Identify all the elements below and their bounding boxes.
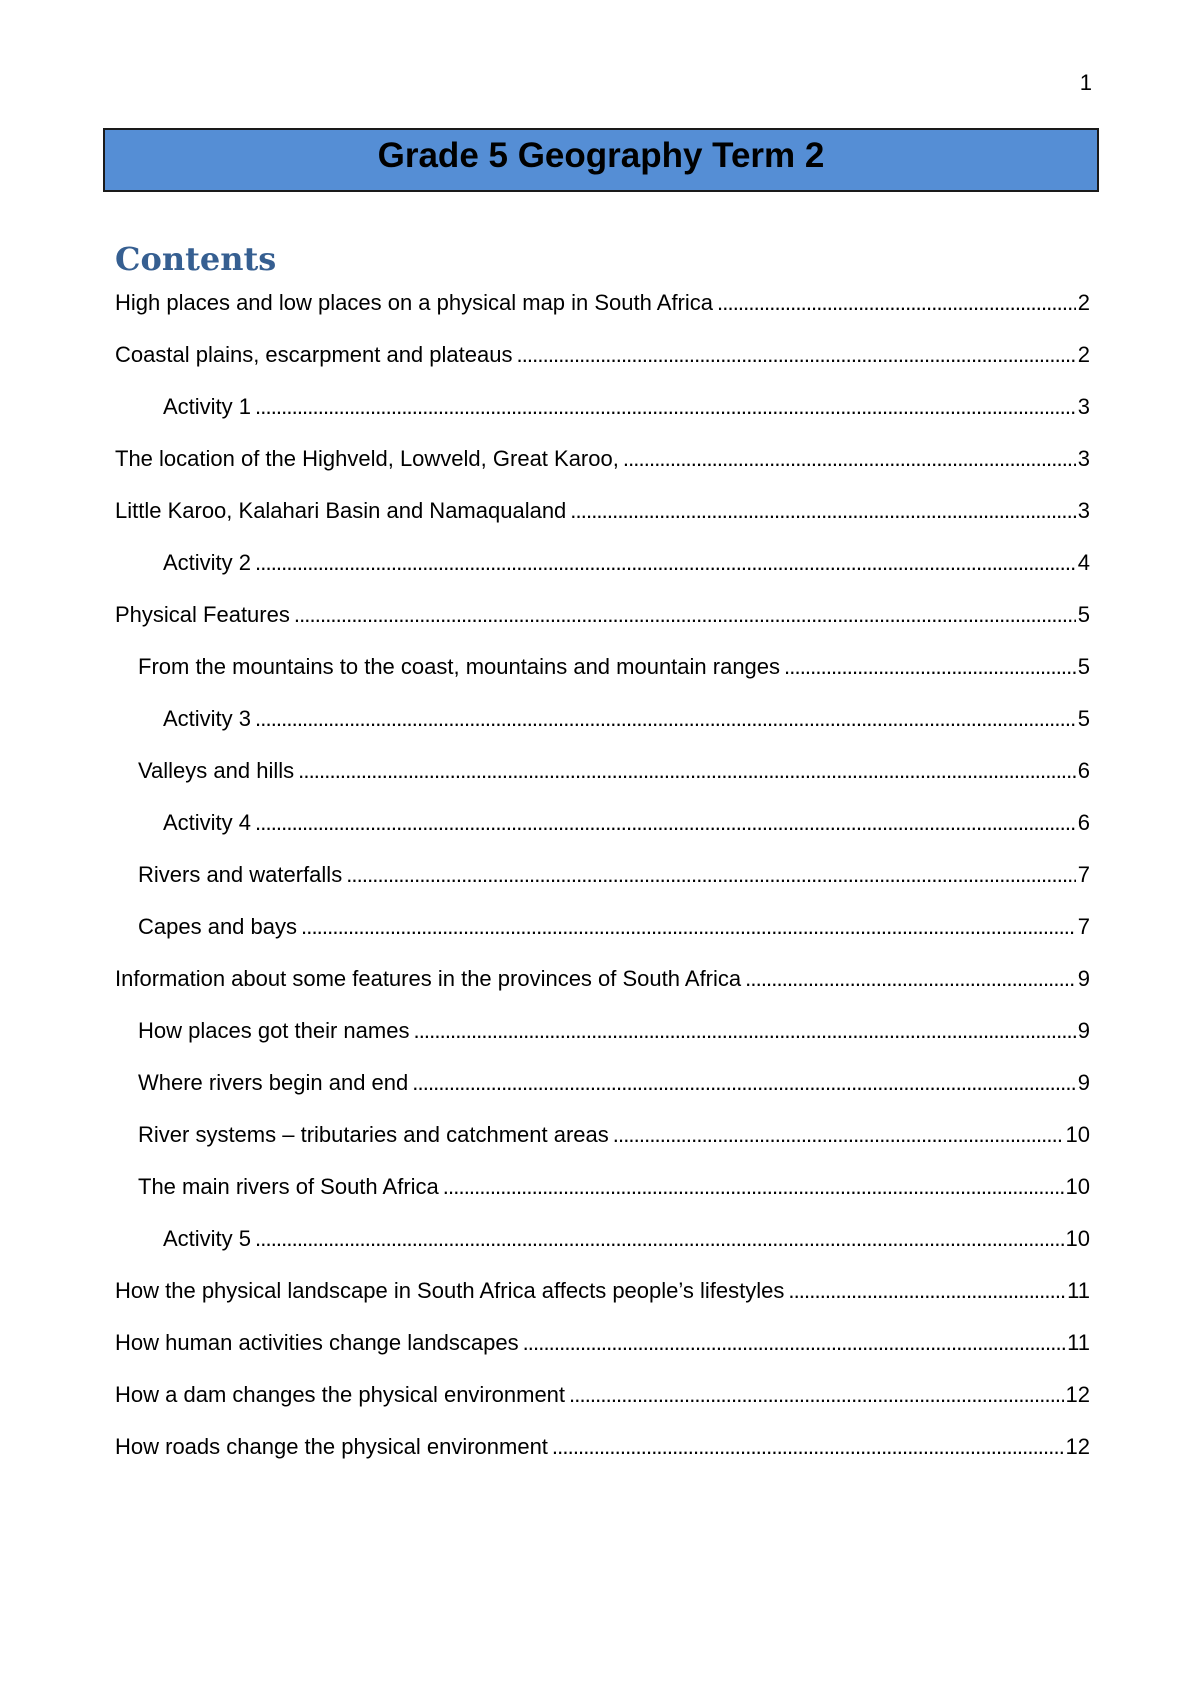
toc-entry-label: Activity 1 [163, 394, 252, 419]
toc-entry-page: 2 [1077, 342, 1090, 367]
toc-entry[interactable] [115, 1323, 1090, 1375]
toc-dot-leader [745, 959, 1076, 999]
toc-entry-page: 3 [1077, 394, 1090, 419]
toc-entry-label: How roads change the physical environment [115, 1434, 548, 1459]
toc-entry-label: How the physical landscape in South Africa affects people’s lifestyles [115, 1278, 785, 1303]
toc-entry-page: 10 [1065, 1226, 1090, 1251]
toc-entry-label: How a dam changes the physical environment [115, 1382, 566, 1407]
document-title: Grade 5 Geography Term 2 [377, 136, 825, 175]
toc-dot-leader [613, 1115, 1064, 1155]
toc-entry-label: How places got their names [138, 1018, 410, 1043]
toc-entry[interactable] [115, 1063, 1090, 1115]
toc-entry-page: 5 [1077, 706, 1090, 731]
toc-entry-page: 12 [1065, 1382, 1090, 1407]
toc-entry[interactable] [115, 855, 1090, 907]
toc-dot-leader [255, 803, 1076, 843]
toc-entry-page: 6 [1077, 810, 1090, 835]
toc-entry-label: Activity 3 [163, 706, 252, 731]
toc-entry-page: 10 [1065, 1122, 1090, 1147]
toc-dot-leader [717, 283, 1076, 323]
toc-entry-page: 11 [1067, 1278, 1090, 1303]
toc-entry[interactable] [115, 491, 1090, 543]
toc-entry[interactable] [115, 647, 1090, 699]
toc-dot-leader [516, 335, 1075, 375]
toc-entry[interactable] [115, 803, 1090, 855]
toc-entry-label: Valleys and hills [138, 758, 295, 783]
toc-entry-label: Little Karoo, Kalahari Basin and Namaqualand [115, 498, 567, 523]
toc-entry-label: River systems – tributaries and catchment areas [138, 1122, 609, 1147]
title-banner [103, 128, 1099, 192]
contents-heading: Contents [115, 240, 277, 278]
toc-entry[interactable] [115, 1115, 1090, 1167]
toc-entry-label: Physical Features [115, 602, 290, 627]
toc-entry[interactable] [115, 1271, 1090, 1323]
toc-entry[interactable] [115, 595, 1090, 647]
toc-dot-leader [443, 1167, 1064, 1207]
page-number: 1 [1079, 70, 1092, 95]
toc-entry[interactable] [115, 699, 1090, 751]
toc-dot-leader [570, 491, 1075, 531]
toc-entry-label: Information about some features in the provinces of South Africa [115, 966, 742, 991]
toc-dot-leader [413, 1011, 1075, 1051]
table-of-contents [115, 283, 1090, 1479]
toc-entry-label: Capes and bays [138, 914, 297, 939]
toc-entry-label: Activity 2 [163, 550, 252, 575]
toc-dot-leader [569, 1375, 1063, 1415]
toc-entry[interactable] [115, 1375, 1090, 1427]
toc-dot-leader [255, 387, 1076, 427]
toc-entry[interactable] [115, 1011, 1090, 1063]
toc-entry-label: Activity 5 [163, 1226, 252, 1251]
toc-entry[interactable] [115, 1167, 1090, 1219]
toc-entry-page: 7 [1077, 862, 1090, 887]
toc-dot-leader [523, 1323, 1066, 1363]
toc-entry[interactable] [115, 283, 1090, 335]
toc-entry-label: The location of the Highveld, Lowveld, Great Karoo, [115, 446, 619, 471]
toc-entry[interactable] [115, 439, 1090, 491]
toc-entry-page: 4 [1077, 550, 1090, 575]
toc-entry-page: 3 [1077, 498, 1090, 523]
toc-entry[interactable] [115, 1219, 1090, 1271]
toc-entry-page: 5 [1077, 602, 1090, 627]
toc-entry[interactable] [115, 335, 1090, 387]
toc-entry-label: How human activities change landscapes [115, 1330, 519, 1355]
toc-entry-page: 12 [1065, 1434, 1090, 1459]
toc-entry-label: From the mountains to the coast, mountains and mountain ranges [138, 654, 781, 679]
toc-entry-page: 9 [1077, 1070, 1090, 1095]
toc-entry-page: 9 [1077, 1018, 1090, 1043]
toc-entry-page: 3 [1077, 446, 1090, 471]
toc-dot-leader [301, 907, 1076, 947]
toc-dot-leader [298, 751, 1076, 791]
toc-entry-label: Coastal plains, escarpment and plateaus [115, 342, 513, 367]
toc-dot-leader [412, 1063, 1075, 1103]
toc-entry-label: High places and low places on a physical map in South Africa [115, 290, 714, 315]
toc-entry[interactable] [115, 959, 1090, 1011]
toc-entry[interactable] [115, 543, 1090, 595]
toc-entry-label: Where rivers begin and end [138, 1070, 409, 1095]
toc-dot-leader [255, 1219, 1063, 1259]
toc-dot-leader [255, 543, 1076, 583]
toc-entry-page: 2 [1077, 290, 1090, 315]
toc-entry-page: 5 [1077, 654, 1090, 679]
toc-entry-page: 11 [1067, 1330, 1090, 1355]
toc-dot-leader [294, 595, 1076, 635]
toc-entry[interactable] [115, 907, 1090, 959]
toc-dot-leader [784, 647, 1076, 687]
toc-dot-leader [346, 855, 1076, 895]
toc-entry[interactable] [115, 751, 1090, 803]
toc-entry-page: 10 [1065, 1174, 1090, 1199]
toc-entry-label: Activity 4 [163, 810, 252, 835]
toc-dot-leader [255, 699, 1076, 739]
toc-dot-leader [552, 1427, 1064, 1467]
toc-entry[interactable] [115, 1427, 1090, 1479]
toc-dot-leader [623, 439, 1076, 479]
toc-entry-label: Rivers and waterfalls [138, 862, 343, 887]
toc-entry-page: 6 [1077, 758, 1090, 783]
toc-entry-label: The main rivers of South Africa [138, 1174, 439, 1199]
toc-entry[interactable] [115, 387, 1090, 439]
toc-entry-page: 9 [1077, 966, 1090, 991]
toc-entry-page: 7 [1077, 914, 1090, 939]
toc-dot-leader [788, 1271, 1065, 1311]
